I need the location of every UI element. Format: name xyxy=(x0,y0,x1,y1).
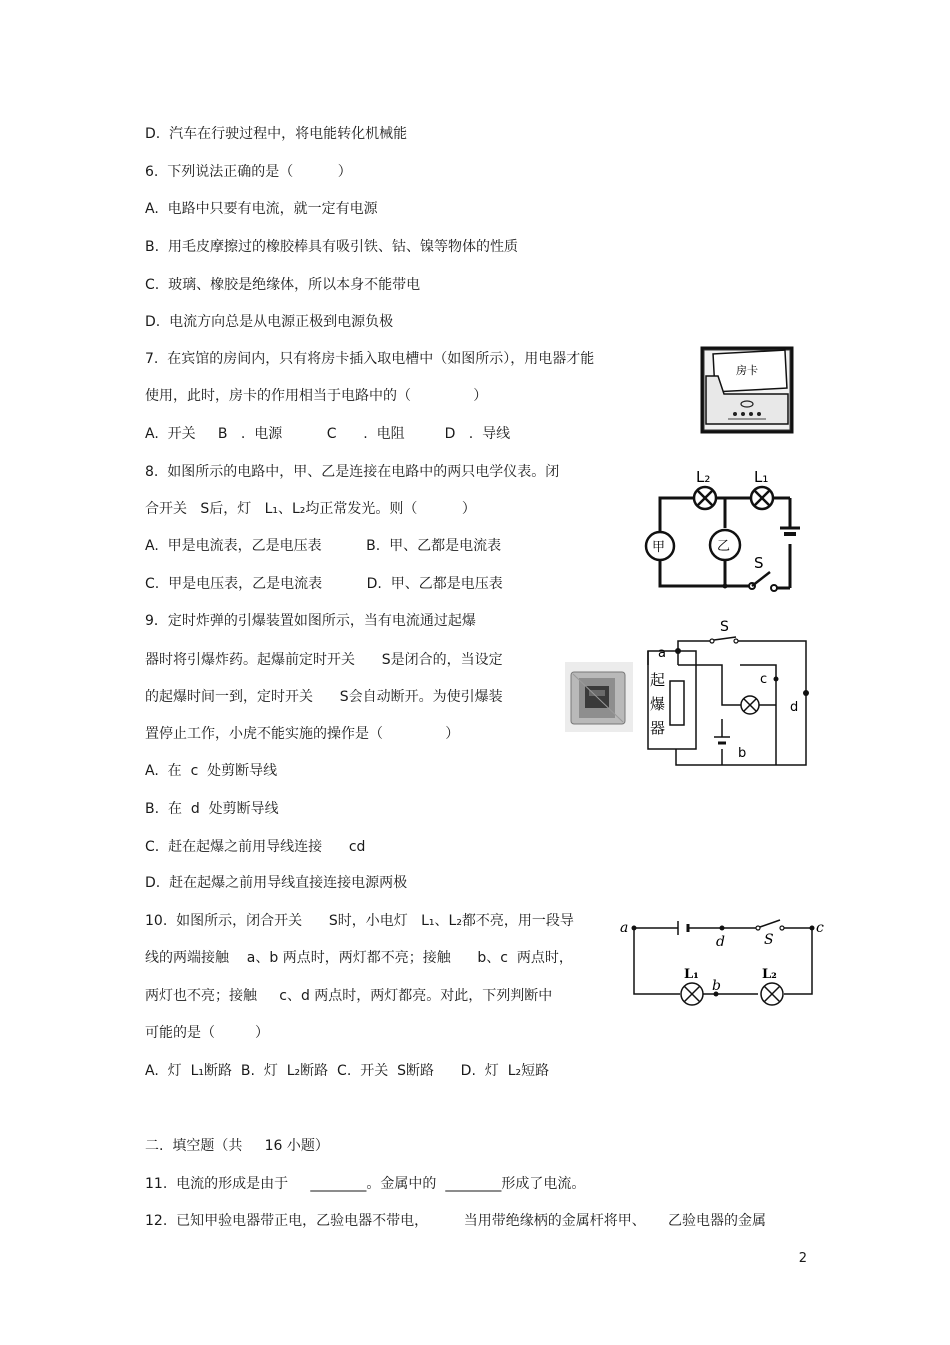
node-label: c xyxy=(760,672,768,687)
lamp-icon xyxy=(751,487,773,509)
page-number: 2 xyxy=(798,1251,807,1266)
text-line: C. 玻璃、橡胶是绝缘体，所以本身不能带电 xyxy=(145,277,421,293)
lamp-icon xyxy=(761,983,783,1005)
node-label: c xyxy=(816,920,824,936)
text-line: D. 电流方向总是从电源正极到电源负极 xyxy=(145,314,394,330)
text-line: 器时将引爆炸药。起爆前定时开关 S是闭合的，当设定 xyxy=(145,652,503,668)
node-label: a xyxy=(658,646,666,661)
text-line: C. 甲是电压表，乙是电流表 D. 甲、乙都是电压表 xyxy=(145,576,503,592)
text-line: 合开关 S后，灯 L₁、L₂均正常发光。则（ ） xyxy=(145,501,476,517)
text-line: 12. 已知甲验电器带正电，乙验电器不带电， 当用带绝缘柄的金属杆将甲、 乙验电器的金属 xyxy=(145,1213,767,1229)
text-line: 10. 如图所示，闭合开关 S时，小电灯 L₁、L₂都不亮，用一段导 xyxy=(145,913,574,929)
text-line: 9．定时炸弹的引爆装置如图所示，当有电流通过起爆 xyxy=(145,613,476,629)
text-line: A. 甲是电流表，乙是电压表 B. 甲、乙都是电流表 xyxy=(145,538,502,554)
text-line: B. 在 d 处剪断导线 xyxy=(145,801,279,817)
lamp-icon xyxy=(741,696,759,714)
node-label: d xyxy=(790,700,799,715)
circuit-figure-q8 xyxy=(640,462,810,594)
card-label: 房卡 xyxy=(736,364,758,377)
meter-label: 乙 xyxy=(717,539,731,554)
text-line: D. 赶在起爆之前用导线直接连接电源两极 xyxy=(145,875,408,891)
text-line: B. 用毛皮摩擦过的橡胶棒具有吸引铁、钴、镍等物体的性质 xyxy=(145,239,518,255)
text-line: 可能的是（ ） xyxy=(145,1025,270,1041)
text-line: 7. 在宾馆的房间内，只有将房卡插入取电槽中（如图所示），用电器才能 xyxy=(145,351,595,367)
text-line: A. 电路中只要有电流，就一定有电源 xyxy=(145,201,378,217)
text-line: C. 赶在起爆之前用导线连接 cd xyxy=(145,839,366,855)
switch-contact xyxy=(710,639,714,643)
switch-label: S xyxy=(720,619,729,635)
lamp-label: L₂ xyxy=(762,967,777,982)
circuit-figure-q10 xyxy=(618,912,828,1012)
switch-contact xyxy=(756,926,760,930)
detonator-label: 起 xyxy=(650,671,666,689)
text-line: A. 开关 B . 电源 C . 电阻 D . 导线 xyxy=(145,426,511,442)
detonator-label: 器 xyxy=(650,719,666,737)
lamp-icon xyxy=(681,983,703,1005)
node-label: d xyxy=(716,934,725,950)
text-line: 6. 下列说法正确的是（ ） xyxy=(145,164,352,180)
lamp-label: L₁ xyxy=(684,967,699,982)
switch-contact xyxy=(771,585,777,591)
meter-label: 甲 xyxy=(652,540,666,555)
text-line: A. 灯 L₁断路 B. 灯 L₂断路 C. 开关 S断路 D. 灯 L₂短路 xyxy=(145,1063,550,1079)
lamp-icon xyxy=(694,487,716,509)
switch-blade xyxy=(752,572,770,586)
detonator-label: 爆 xyxy=(650,695,666,713)
text-line: 两灯也不亮；接触 c、d 两点时，两灯都亮。对此，下列判断中 xyxy=(145,988,553,1004)
switch-contact xyxy=(780,926,784,930)
lamp-label: L₂ xyxy=(696,468,711,486)
switch-blade xyxy=(714,637,736,640)
bomb-photo-figure xyxy=(565,662,633,732)
text-line: 使用，此时，房卡的作用相当于电路中的（ ） xyxy=(145,388,488,404)
text-line: 线的两端接触 a、b 两点时，两灯都不亮；接触 b、c 两点时， xyxy=(145,950,573,966)
text-line: 的起爆时间一到，定时开关 S会自动断开。为使引爆装 xyxy=(145,689,503,705)
node-label: b xyxy=(712,978,721,994)
text-line: 11. 电流的形成是由于 ________。金属中的 ________形成了电流。 xyxy=(145,1176,586,1192)
room-card-figure xyxy=(700,346,794,434)
switch-blade xyxy=(760,920,780,927)
text-line: 8. 如图所示的电路中，甲、乙是连接在电路中的两只电学仪表。闭 xyxy=(145,464,560,480)
text-line: 二. 填空题（共 16 小题） xyxy=(145,1138,329,1154)
switch-contact xyxy=(734,639,738,643)
switch-label: S xyxy=(754,554,764,572)
text-line: A. 在 c 处剪断导线 xyxy=(145,763,278,779)
text-line: 置停止工作，小虎不能实施的操作是（ ） xyxy=(145,726,460,742)
text-line: D. 汽车在行驶过程中，将电能转化机械能 xyxy=(145,126,408,142)
node-label: b xyxy=(738,746,747,761)
node-label: a xyxy=(620,920,629,936)
circuit-figure-q9 xyxy=(640,615,815,770)
lamp-label: L₁ xyxy=(754,468,769,486)
switch-label: S xyxy=(764,932,774,948)
